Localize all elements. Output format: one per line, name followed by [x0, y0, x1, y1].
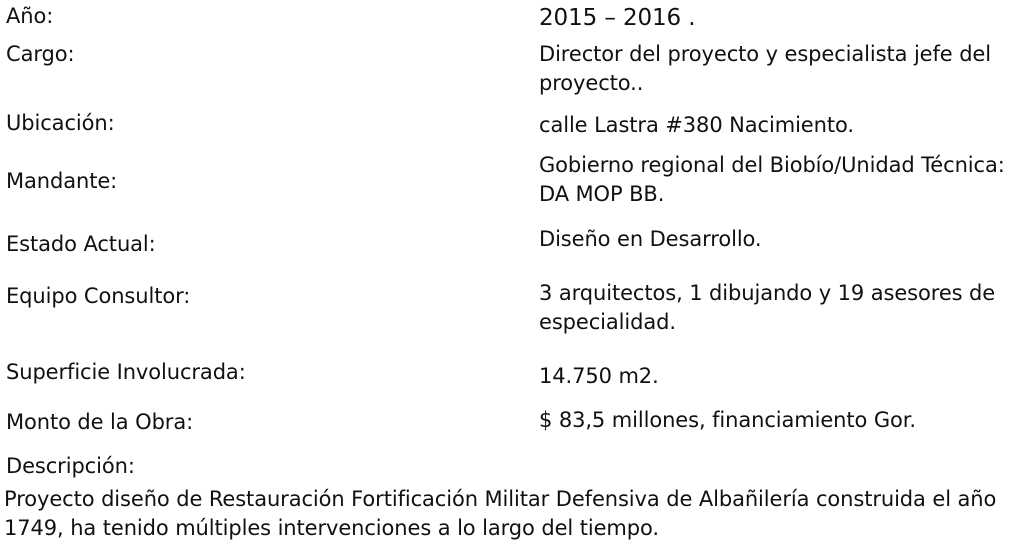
field-label-equipo-consultor: Equipo Consultor: — [6, 284, 191, 308]
field-value-superficie: 14.750 m2. — [539, 364, 659, 388]
field-label-monto: Monto de la Obra: — [6, 410, 194, 434]
field-value-estado-actual: Diseño en Desarrollo. — [539, 227, 762, 251]
field-value-ano: 2015 – 2016 . — [539, 5, 696, 31]
field-label-estado-actual: Estado Actual: — [6, 232, 156, 256]
field-label-ubicacion: Ubicación: — [6, 111, 115, 135]
field-value-equipo-consultor: 3 arquitectos, 1 dibujando y 19 asesores de especialidad. — [539, 281, 996, 334]
field-value-mandante: Gobierno regional del Biobío/Unidad Técnica: DA MOP BB. — [539, 153, 1005, 206]
description-label: Descripción: — [6, 454, 135, 478]
field-value-ubicacion: calle Lastra #380 Nacimiento. — [539, 113, 854, 137]
field-label-superficie: Superficie Involucrada: — [6, 360, 246, 384]
field-label-cargo: Cargo: — [6, 42, 75, 66]
field-label-ano: Año: — [6, 4, 54, 28]
field-label-mandante: Mandante: — [6, 169, 118, 193]
field-value-monto: $ 83,5 millones, financiamiento Gor. — [539, 408, 916, 432]
description-text: Proyecto diseño de Restauración Fortificación Militar Defensiva de Albañilería construida el año 1749, ha tenido múltiples intervenciones a lo largo del tiempo. — [4, 487, 997, 540]
field-value-cargo: Director del proyecto y especialista jefe del proyecto.. — [539, 42, 991, 95]
